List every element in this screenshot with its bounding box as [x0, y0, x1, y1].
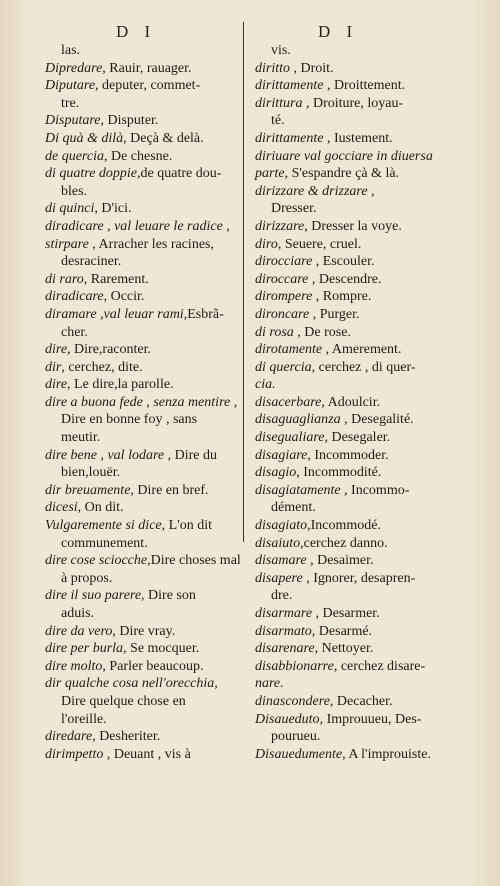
entry-term: dirittamente	[255, 78, 324, 94]
entry-term: disaguaglianza	[255, 412, 341, 428]
entry-term: Disputare	[45, 113, 101, 129]
entry-definition: ,Incommodé.	[307, 518, 381, 534]
dictionary-entry	[45, 728, 245, 746]
entry-term: diredare	[45, 729, 93, 745]
dictionary-entry	[45, 60, 245, 78]
entry-term: disagiato	[255, 518, 308, 534]
entry-term: dir breuamente	[45, 482, 131, 498]
dictionary-entry	[255, 658, 470, 676]
entry-term: de quercia	[45, 148, 104, 164]
left-running-head: D I	[116, 22, 157, 41]
dictionary-entry	[255, 464, 470, 482]
dictionary-entry	[45, 236, 245, 254]
dictionary-entry	[45, 148, 245, 166]
entry-term: Dipredare	[45, 60, 103, 76]
entry-term: dicesi	[45, 500, 78, 516]
dictionary-entry	[45, 95, 245, 113]
entry-definition: , Occir.	[103, 289, 145, 305]
entry-definition: las.	[61, 43, 81, 58]
entry-definition: pourueu.	[271, 729, 321, 745]
dictionary-entry	[45, 165, 245, 183]
entry-term: di quercia	[255, 359, 312, 375]
dictionary-entry	[255, 200, 470, 218]
entry-definition: , L'on dit	[161, 518, 212, 534]
entry-definition: Dire quelque chose en	[61, 693, 186, 709]
entry-term: Disaueduto	[255, 711, 320, 727]
entry-term: Diputare	[45, 78, 96, 94]
entry-definition: , Escouler.	[312, 254, 375, 270]
entry-definition: ,Dire choses mal	[147, 553, 241, 569]
entry-definition: , A l'improuiste.	[342, 746, 431, 762]
dictionary-entry	[45, 552, 245, 570]
dictionary-entry	[45, 517, 245, 535]
entry-term: dire per burla	[45, 641, 124, 657]
dictionary-entry	[45, 112, 245, 130]
dictionary-entry	[45, 658, 245, 676]
entry-term: dire da vero	[45, 623, 113, 639]
entry-term: disabbionarre	[255, 658, 334, 674]
entry-definition: , Decacher.	[329, 693, 393, 709]
dictionary-entry	[255, 130, 470, 148]
entry-definition: , Dire vray.	[112, 623, 176, 639]
dictionary-entry	[255, 183, 470, 201]
entry-definition: , De rose.	[293, 324, 351, 340]
dictionary-entry	[45, 711, 245, 729]
entry-definition: , Se mocquer.	[123, 641, 200, 657]
dictionary-entry	[45, 324, 245, 342]
dictionary-entry	[45, 693, 245, 711]
dictionary-entry	[255, 112, 470, 130]
entry-definition: , Dresser la voye.	[304, 218, 402, 234]
entry-term: dire	[45, 377, 68, 393]
dictionary-entry	[45, 200, 245, 218]
entry-term: cia.	[255, 377, 276, 393]
entry-term: dirizzare & drizzare ,	[255, 183, 375, 199]
dictionary-entry	[45, 746, 245, 764]
dictionary-entry	[45, 482, 245, 500]
entry-definition: , Rompre.	[312, 289, 372, 305]
entry-term: diroccare	[255, 271, 309, 287]
entry-definition: , Disputer.	[100, 113, 159, 129]
dictionary-entry	[255, 218, 470, 236]
entry-definition: ,cerchez danno.	[300, 535, 388, 551]
entry-term: diritto	[255, 60, 291, 76]
entry-definition: , Desarmé.	[311, 623, 373, 639]
entry-definition: bles.	[61, 183, 88, 199]
entry-term: disegualiare	[255, 430, 325, 446]
entry-definition: , Desarmer.	[312, 606, 380, 621]
dictionary-entry	[255, 394, 470, 412]
dictionary-entry	[45, 499, 245, 517]
entry-definition: , S'espandre çà & là.	[284, 166, 400, 182]
entry-definition: , Incommodité.	[296, 465, 382, 481]
dictionary-entry	[255, 693, 470, 711]
entry-term: dire cose sciocche	[45, 553, 148, 569]
entry-definition: , Incommo-	[340, 482, 410, 498]
entry-term: disarmato	[255, 623, 312, 639]
entry-definition: cher.	[61, 324, 88, 340]
dictionary-entry	[255, 77, 470, 95]
dictionary-entry	[255, 728, 470, 746]
dictionary-entry	[45, 570, 245, 588]
dictionary-entry	[255, 42, 470, 60]
entry-term: di quinci	[45, 201, 95, 217]
dictionary-entry	[45, 535, 245, 553]
entry-definition: , Descendre.	[308, 271, 382, 287]
entry-definition: Dresser.	[271, 201, 317, 217]
entry-definition: , Desegalité.	[340, 412, 414, 428]
dictionary-entry	[255, 341, 470, 359]
entry-term: dirittamente	[255, 130, 324, 146]
entry-definition: dre.	[271, 588, 293, 604]
entry-definition: , Desaimer.	[306, 553, 374, 569]
dictionary-entry	[45, 183, 245, 201]
dictionary-entry	[45, 130, 245, 148]
entry-term: dire molto	[45, 658, 103, 674]
entry-term: disarenare	[255, 641, 315, 657]
entry-definition: , Iustement.	[323, 130, 393, 146]
entry-definition: , D'ici.	[94, 201, 132, 217]
entry-term: diramare ,val leuar rami	[45, 306, 184, 322]
dictionary-entry	[255, 165, 470, 183]
entry-definition: vis.	[271, 43, 291, 58]
dictionary-entry	[255, 746, 470, 764]
entry-term: diradicare	[45, 289, 104, 305]
dictionary-entry	[45, 623, 245, 641]
left-column	[45, 42, 245, 763]
dictionary-entry	[255, 95, 470, 113]
entry-term: dirompere	[255, 289, 313, 305]
dictionary-entry	[255, 253, 470, 271]
entry-definition: desraciner.	[61, 254, 122, 270]
dictionary-entry	[45, 447, 245, 465]
entry-term: dirocciare	[255, 254, 313, 270]
dictionary-entry	[45, 605, 245, 623]
entry-term: Disauedumente	[255, 746, 343, 762]
entry-term: diradicare , val leuare le radice ,	[45, 218, 230, 234]
entry-term: di raro	[45, 271, 84, 287]
entry-definition: , Dire,raconter.	[67, 342, 152, 358]
dictionary-entry	[255, 148, 470, 166]
entry-term: Di quà & dilà	[45, 130, 124, 146]
dictionary-entry	[255, 640, 470, 658]
entry-definition: , Improuueu, Des-	[319, 711, 422, 727]
dictionary-entry	[45, 253, 245, 271]
entry-term: stirpare	[45, 236, 89, 252]
entry-definition: , cerchez, dite.	[61, 359, 143, 375]
dictionary-entry	[45, 306, 245, 324]
entry-term: disagio	[255, 465, 297, 481]
entry-term: dire a buona fede , senza mentire ,	[45, 394, 238, 410]
entry-definition: , Arracher les racines,	[88, 236, 214, 252]
entry-definition: , Deçà & delà.	[123, 130, 204, 146]
entry-term: disaiuto	[255, 535, 301, 551]
dictionary-entry	[255, 306, 470, 324]
dictionary-entry	[45, 587, 245, 605]
entry-definition: , Rauir, rauager.	[102, 60, 192, 76]
entry-definition: , deputer, commet-	[95, 78, 201, 94]
entry-term: dinascondere	[255, 693, 330, 709]
dictionary-entry	[255, 359, 470, 377]
entry-term: di rosa	[255, 324, 294, 340]
dictionary-entry	[45, 359, 245, 377]
entry-definition: , Dire son	[141, 588, 196, 604]
entry-definition: , Droittement.	[323, 78, 406, 94]
dictionary-entry	[255, 499, 470, 517]
entry-definition: communement.	[61, 535, 148, 551]
entry-term: parte	[255, 166, 285, 182]
entry-term: dirittura	[255, 95, 303, 111]
entry-definition: , Incommoder.	[307, 447, 389, 463]
entry-definition: , Dire en bref.	[130, 482, 209, 498]
entry-definition: ,Esbrã-	[183, 306, 224, 322]
dictionary-entry	[45, 77, 245, 95]
dictionary-entry	[255, 711, 470, 729]
entry-definition: , Seuere, cruel.	[277, 236, 362, 252]
entry-definition: , Rarement.	[83, 271, 149, 287]
entry-definition: , Droit.	[290, 60, 334, 76]
entry-definition: l'oreille.	[61, 711, 107, 727]
dictionary-entry	[255, 288, 470, 306]
entry-definition: Dire en bonne foy , sans	[61, 412, 198, 428]
entry-definition: tre.	[61, 95, 80, 111]
entry-term: dir	[45, 359, 62, 375]
dictionary-entry	[45, 411, 245, 429]
right-column	[255, 42, 470, 763]
dictionary-entry	[255, 324, 470, 342]
entry-definition: , Nettoyer.	[314, 641, 374, 657]
entry-term: dirizzare	[255, 218, 305, 234]
entry-definition: , cerchez disare-	[333, 658, 426, 674]
dictionary-entry	[45, 394, 245, 412]
dictionary-entry	[255, 552, 470, 570]
dictionary-entry	[255, 482, 470, 500]
dictionary-entry	[255, 60, 470, 78]
dictionary-entry	[45, 429, 245, 447]
entry-term: disarmare	[255, 606, 313, 621]
dictionary-entry	[255, 517, 470, 535]
entry-term: dirotamente	[255, 342, 323, 358]
dictionary-entry	[45, 218, 245, 236]
entry-definition: aduis.	[61, 606, 95, 621]
entry-term: dire bene , val lodare	[45, 447, 165, 463]
entry-definition: , Purger.	[309, 306, 360, 322]
dictionary-entry	[45, 42, 245, 60]
entry-term: diriuare val gocciare in diuersa	[255, 148, 433, 164]
dictionary-entry	[45, 341, 245, 359]
entry-term: dire	[45, 342, 68, 358]
entry-definition: , Adoulcir.	[321, 394, 381, 410]
right-running-head: D I	[318, 22, 359, 41]
entry-definition: , Desegaler.	[324, 430, 391, 446]
entry-term: diro	[255, 236, 278, 252]
entry-definition: bien,louër.	[61, 465, 121, 481]
entry-term: disagiare	[255, 447, 308, 463]
dictionary-entry	[255, 587, 470, 605]
entry-definition: , Droiture, loyau-	[302, 95, 404, 111]
entry-definition: ,de quatre dou-	[137, 166, 222, 182]
entry-term: dironcare	[255, 306, 310, 322]
entry-definition: té.	[271, 113, 285, 129]
dictionary-entry	[45, 376, 245, 394]
entry-term: di quatre doppie	[45, 166, 138, 182]
dictionary-entry	[45, 640, 245, 658]
dictionary-entry	[45, 464, 245, 482]
dictionary-entry	[255, 429, 470, 447]
entry-term: disagiatamente	[255, 482, 341, 498]
entry-definition: meutir.	[61, 430, 101, 446]
entry-definition: , Deuant , vis à	[103, 746, 191, 762]
entry-definition: , De chesne.	[103, 148, 173, 164]
entry-term: dir qualche cosa nell'orecchia,	[45, 676, 218, 692]
entry-definition: , Le dire,la parolle.	[67, 377, 174, 393]
dictionary-entry	[255, 271, 470, 289]
entry-definition: , cerchez , di quer-	[311, 359, 416, 375]
entry-term: dirimpetto	[45, 746, 104, 762]
entry-definition: , Desheriter.	[92, 729, 161, 745]
entry-term: Vulgaremente si dice	[45, 518, 162, 534]
dictionary-entry	[255, 411, 470, 429]
dictionary-entry	[45, 271, 245, 289]
entry-definition: , Dire du	[164, 447, 217, 463]
entry-definition: , Amerement.	[322, 342, 402, 358]
entry-definition: , Ignorer, desapren-	[302, 570, 416, 586]
entry-term: disamare	[255, 553, 307, 569]
dictionary-entry	[255, 376, 470, 394]
dictionary-entry	[255, 236, 470, 254]
dictionary-entry	[255, 447, 470, 465]
entry-definition: dément.	[271, 500, 316, 516]
entry-term: dire il suo parere	[45, 588, 142, 604]
entry-definition: à propos.	[61, 570, 113, 586]
entry-definition: , Parler beaucoup.	[102, 658, 204, 674]
dictionary-entry	[255, 675, 470, 693]
entry-term: nare.	[255, 676, 284, 692]
dictionary-entry	[255, 623, 470, 641]
dictionary-entry	[255, 605, 470, 623]
dictionary-entry	[45, 675, 245, 693]
entry-definition: , On dit.	[77, 500, 124, 516]
entry-term: disapere	[255, 570, 303, 586]
dictionary-entry	[255, 570, 470, 588]
dictionary-entry	[255, 535, 470, 553]
dictionary-entry	[45, 288, 245, 306]
entry-term: disacerbare	[255, 394, 322, 410]
